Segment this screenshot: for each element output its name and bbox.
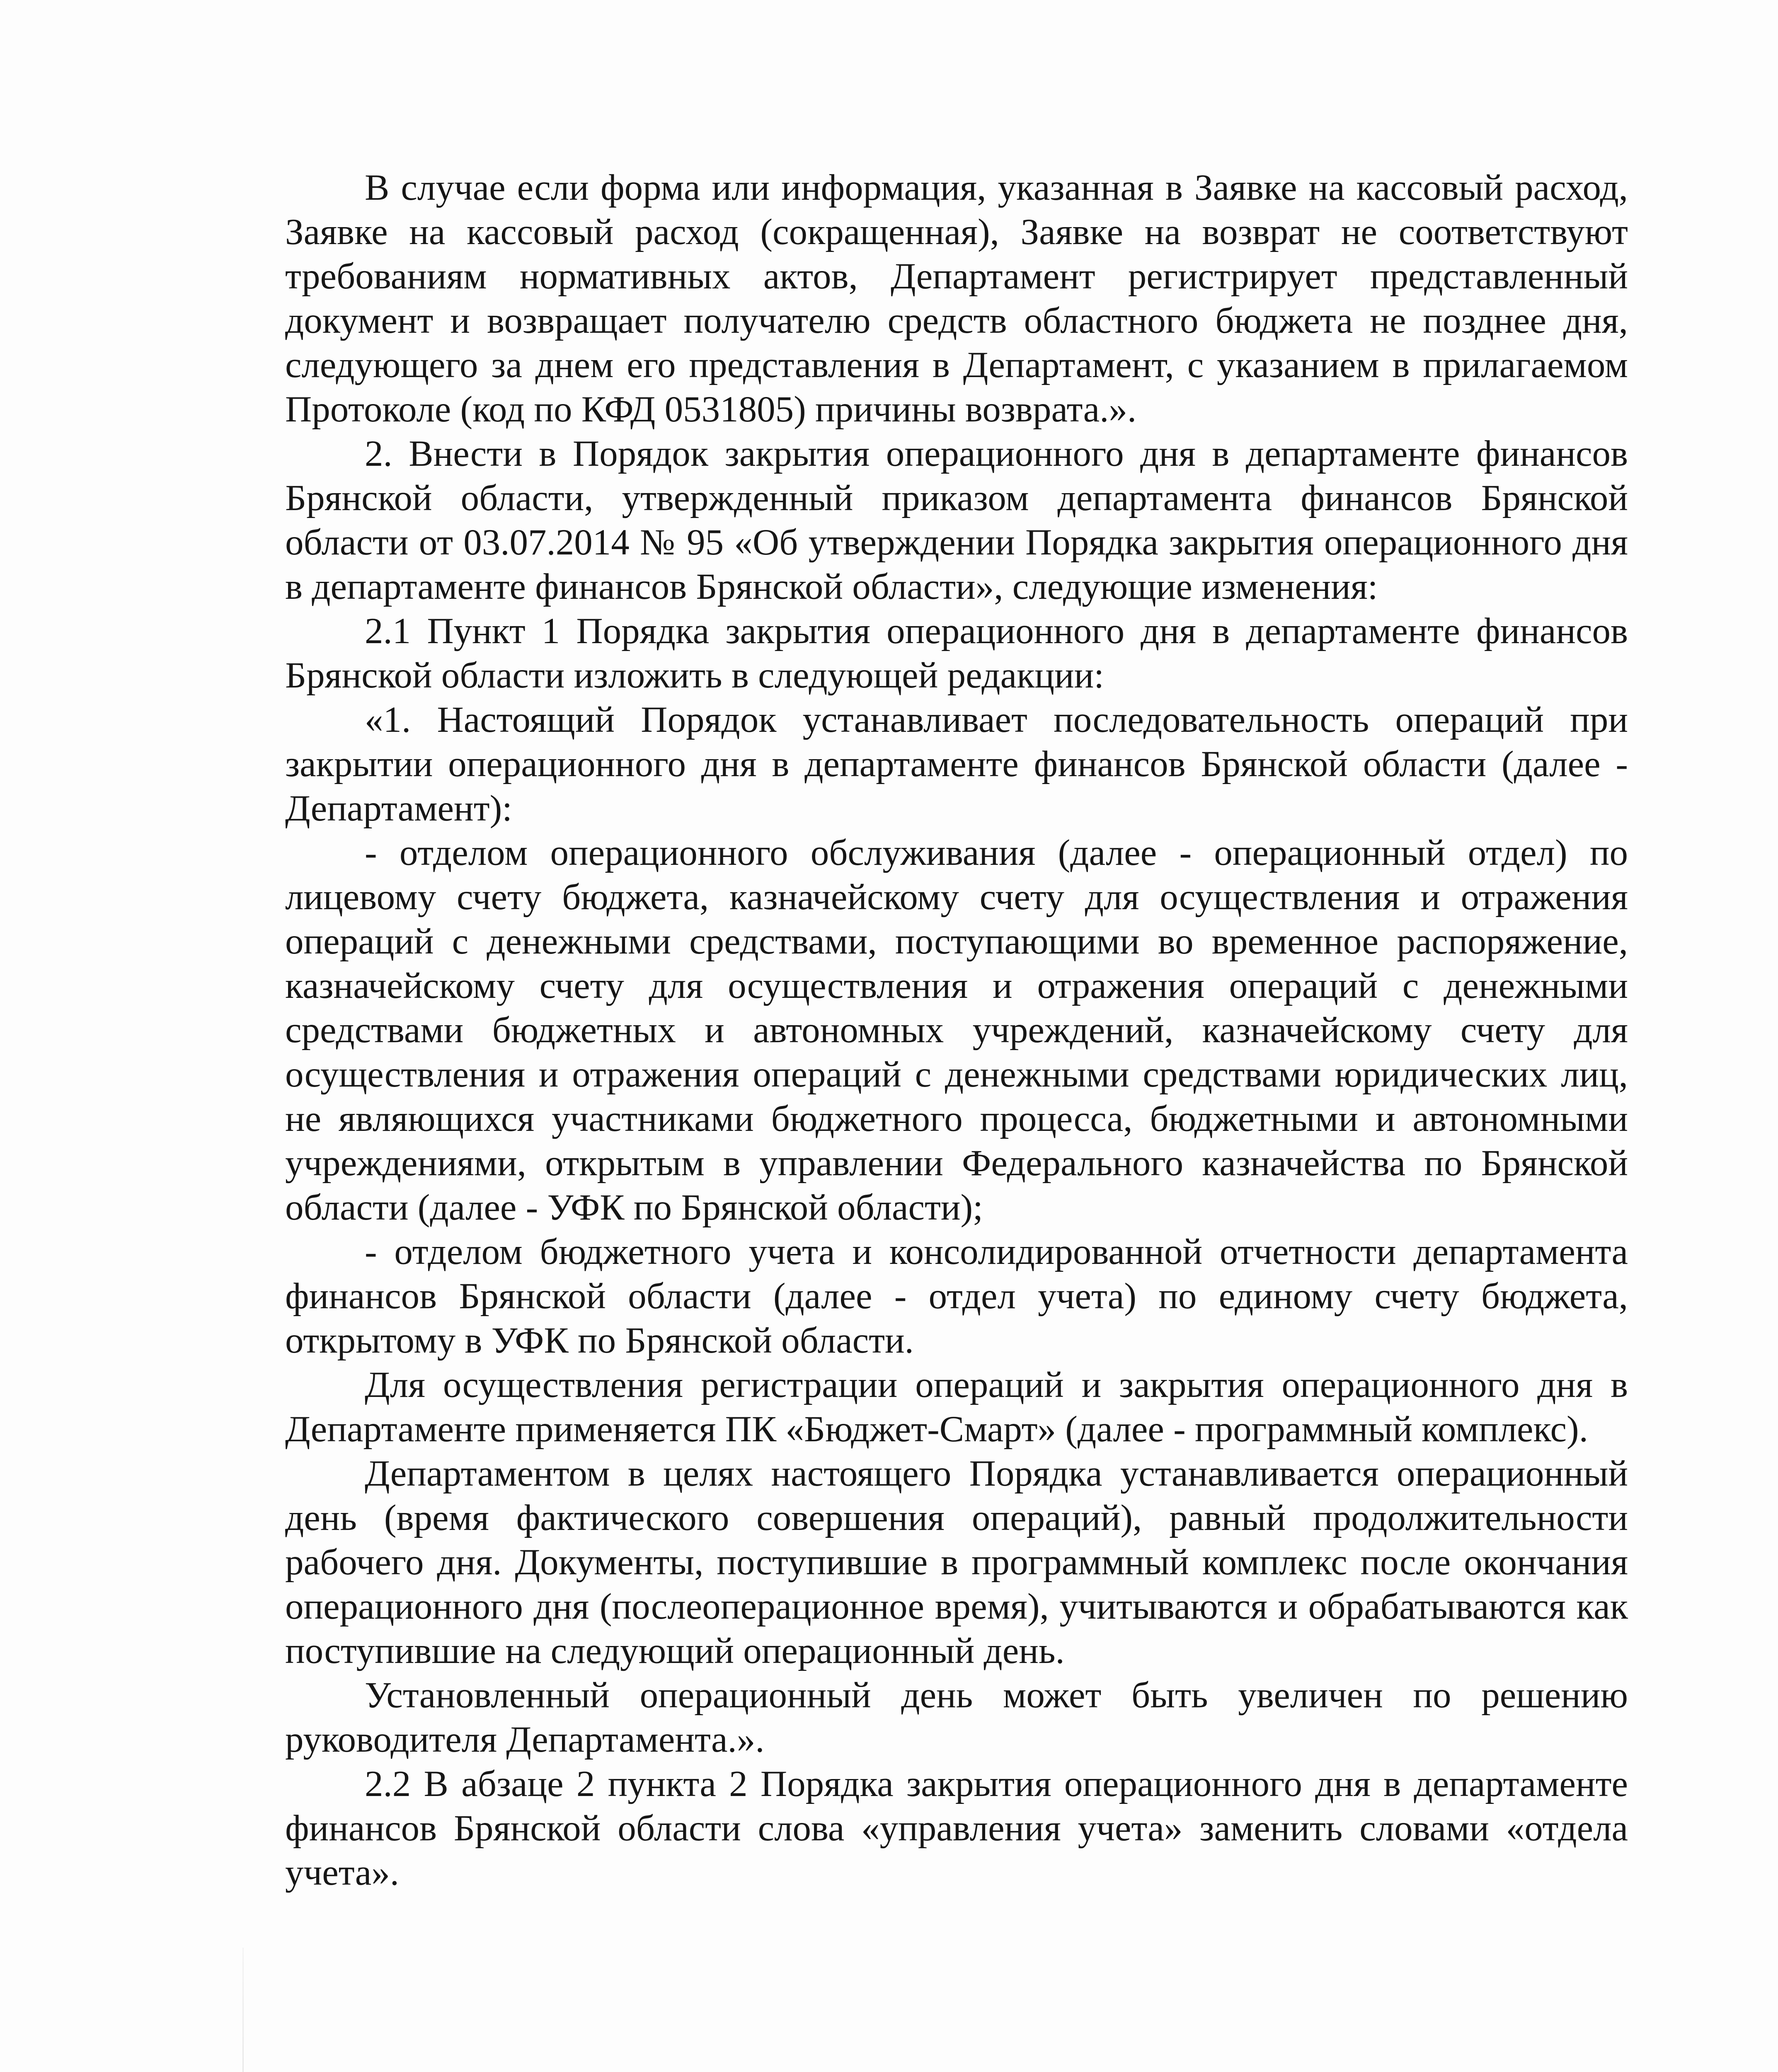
paragraph-operational-day: Департаментом в целях настоящего Порядка устанавливается операционный день (время фактического совершения операций), равный продолжительности рабочего дня. Документы, поступившие в программный комплекс после окончания операционного дня (послеоперационное время), учитываются и обрабатываются как поступившие на следующий операционный день. bbox=[285, 1453, 1628, 1671]
paragraph-new-item-1: «1. Настоящий Порядок устанавливает последовательность операций при закрытии операционного дня в департаменте финансов Брянской области (далее - Департамент): bbox=[285, 700, 1628, 829]
paragraph-software-complex: Для осуществления регистрации операций и закрытия операционного дня в Департаменте применяется ПК «Бюджет-Смарт» (далее - программный комплекс). bbox=[285, 1365, 1628, 1450]
scan-edge-shadow bbox=[242, 1948, 244, 2072]
document-body bbox=[285, 166, 1628, 1895]
paragraph-return-reason: В случае если форма или информация, указанная в Заявке на кассовый расход, Заявке на кассовый расход (сокращенная), Заявке на возврат не соответствуют требованиям нормативных актов, Департамент регистрирует представленный документ и возвращает получателю средств областного бюджета не позднее дня, следующего за днем его представления в Департамент, с указанием в прилагаемом Протоколе (код по КФД 0531805) причины возврата.». bbox=[285, 167, 1628, 430]
paragraph-operational-department: - отделом операционного обслуживания (далее - операционный отдел) по лицевому счету бюджета, казначейскому счету для осуществления и отражения операций с денежными средствами, поступающими во временное распоряжение, казначейскому счету для осуществления и отражения операций с денежными средствами бюджетных и автономных учреждений, казначейскому счету для осуществления и отражения операций с денежными средствами юридических лиц, не являющихся участниками бюджетного процесса, бюджетными и автономными учреждениями, открытым в управлении Федерального казначейства по Брянской области (далее - УФК по Брянской области); bbox=[285, 833, 1628, 1228]
paragraph-day-extension: Установленный операционный день может быть увеличен по решению руководителя Департамента.». bbox=[285, 1675, 1628, 1760]
paragraph-item-2: 2. Внести в Порядок закрытия операционного дня в департаменте финансов Брянской области, утвержденный приказом департамента финансов Брянской области от 03.07.2014 № 95 «Об утверждении Порядка закрытия операционного дня в департаменте финансов Брянской области», следующие изменения: bbox=[285, 433, 1628, 607]
paragraph-accounting-department: - отделом бюджетного учета и консолидированной отчетности департамента финансов Брянской области (далее - отдел учета) по единому счету бюджета, открытому в УФК по Брянской области. bbox=[285, 1232, 1628, 1361]
paragraph-item-2-2: 2.2 В абзаце 2 пункта 2 Порядка закрытия операционного дня в департаменте финансов Брянской области слова «управления учета» заменить словами «отдела учета». bbox=[285, 1764, 1628, 1893]
paragraph-item-2-1: 2.1 Пункт 1 Порядка закрытия операционного дня в департаменте финансов Брянской области изложить в следующей редакции: bbox=[285, 611, 1628, 696]
